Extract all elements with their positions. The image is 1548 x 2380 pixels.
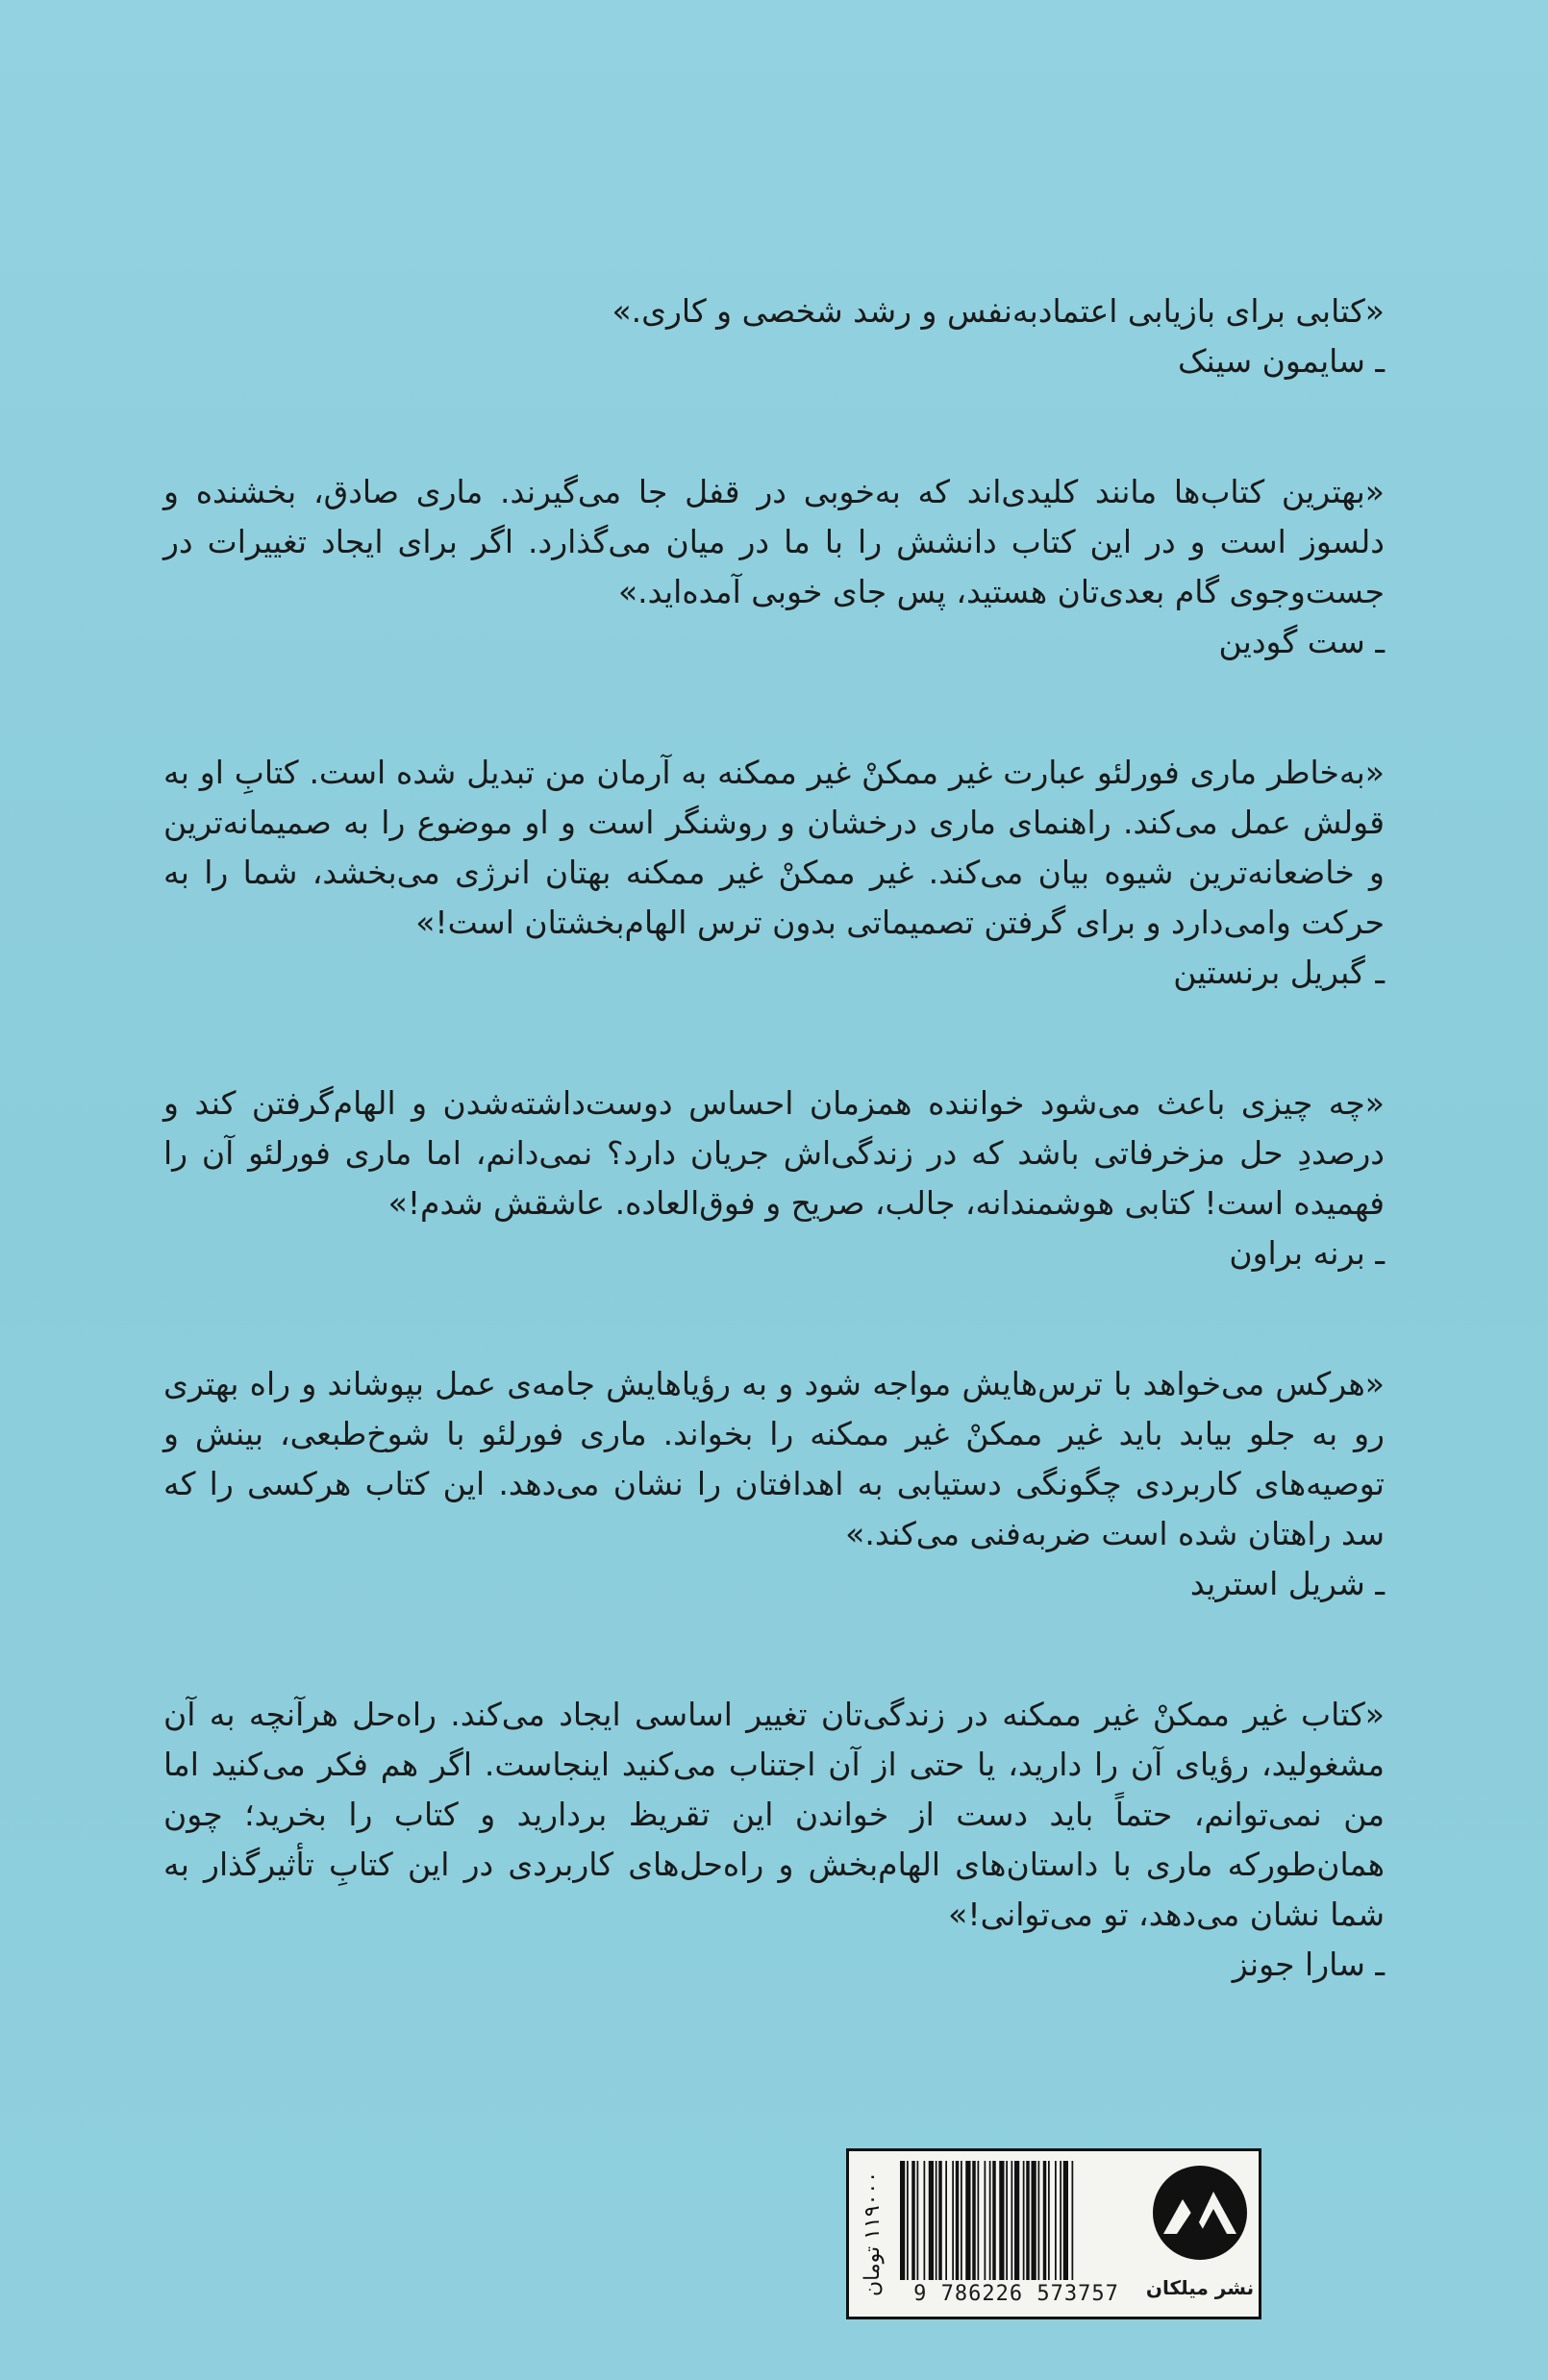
blurb xyxy=(163,286,1385,386)
blurb-text: «بهترین کتاب‌ها مانند کلیدی‌اند که به‌خوبی در قفل جا می‌گیرند. ماری صادق، بخشنده و دلسوز است و در این کتاب دانشش را با ما در میان می‌گذارد. اگر برای ایجاد تغییرات در جست‌وجوی گام بعدی‌تان هستید، پس جای خوبی آمده‌اید.» xyxy=(163,473,1385,610)
blurb-list xyxy=(163,286,1385,2070)
isbn-number: 9 786226 573757 xyxy=(913,2282,1119,2306)
blurb-author: ـ گبریل برنستین xyxy=(1173,954,1385,991)
blurb xyxy=(163,748,1385,998)
blurb-text: «هرکس می‌خواهد با ترس‌هایش مواجه شود و به رؤیاهایش جامه‌ی عمل بپوشاند و راه بهتری رو به جلو بیابد باید غیر ممکنْ غیر ممکنه را بخواند. ماری فورلئو با شوخ‌طبعی، بینش و توصیه‌های کاربردی چگونگی دستیابی به اهدافتان را نشان می‌دهد. این کتاب هرکسی را که سد راهتان شده است ضربه‌فنی می‌کند.» xyxy=(163,1365,1385,1552)
blurb-author: ـ شریل استرید xyxy=(1189,1565,1385,1602)
blurb xyxy=(163,1690,1385,1990)
mountain-logo-icon xyxy=(1150,2163,1250,2263)
blurb-author: ـ سارا جونز xyxy=(1232,1946,1385,1983)
blurb-author: ـ سایمون سینک xyxy=(1178,342,1385,380)
blurb-text: «به‌خاطر ماری فورلئو عبارت غیر ممکنْ غیر ممکنه به آرمان من تبدیل شده است. کتابِ او به قولش عمل می‌کند. راهنمای ماری درخشان و روشنگر است و او موضوع را به صمیمانه‌ترین و خاضعانه‌ترین شیوه بیان می‌کند. غیر ممکنْ غیر ممکنه بهتان انرژی می‌بخشد، شما را به حرکت وامی‌دارد و برای گرفتن تصمیماتی بدون ترس الهام‌بخشتان است!» xyxy=(163,754,1385,941)
blurb-author: ـ برنه براون xyxy=(1229,1234,1385,1272)
blurb-text: «کتاب غیر ممکنْ غیر ممکنه در زندگی‌تان تغییر اساسی ایجاد می‌کند. راه‌حل هرآنچه به آن مشغولید، رؤیای آن را دارید، یا حتی از آن اجتناب می‌کنید اینجاست. اگر هم فکر می‌کنید اما من نمی‌توانم، حتماً باید دست از خواندن این تقریظ بردارید و کتاب را بخرید؛ چون همان‌طورکه ماری با داستان‌های الهام‌بخش و راه‌حل‌های کاربردی در این کتابِ تأثیرگذار به شما نشان می‌دهد، تو می‌توانی!» xyxy=(163,1696,1385,1933)
publisher-name: نشر میلکان xyxy=(1145,2276,1255,2299)
barcode xyxy=(896,2159,1136,2282)
blurb xyxy=(163,467,1385,667)
blurb xyxy=(163,1359,1385,1609)
blurb-author: ـ ست گودین xyxy=(1218,623,1385,660)
blurb xyxy=(163,1078,1385,1278)
price-label: ۱۱۹۰۰۰ تومان xyxy=(861,2170,885,2297)
blurb-text: «کتابی برای بازیابی اعتمادبه‌نفس و رشد شخصی و کاری.» xyxy=(612,292,1385,330)
blurb-text: «چه چیزی باعث می‌شود خواننده همزمان احساس دوست‌داشته‌شدن و الهام‌گرفتن کند و درصددِ حل مزخرفاتی باشد که در زندگی‌اش جریان دارد؟ نمی‌دانم، اما ماری فورلئو آن را فهمیده است! کتابی هوشمندانه، جالب، صریح و فوق‌العاده. عاشقش شدم!» xyxy=(163,1084,1385,1222)
